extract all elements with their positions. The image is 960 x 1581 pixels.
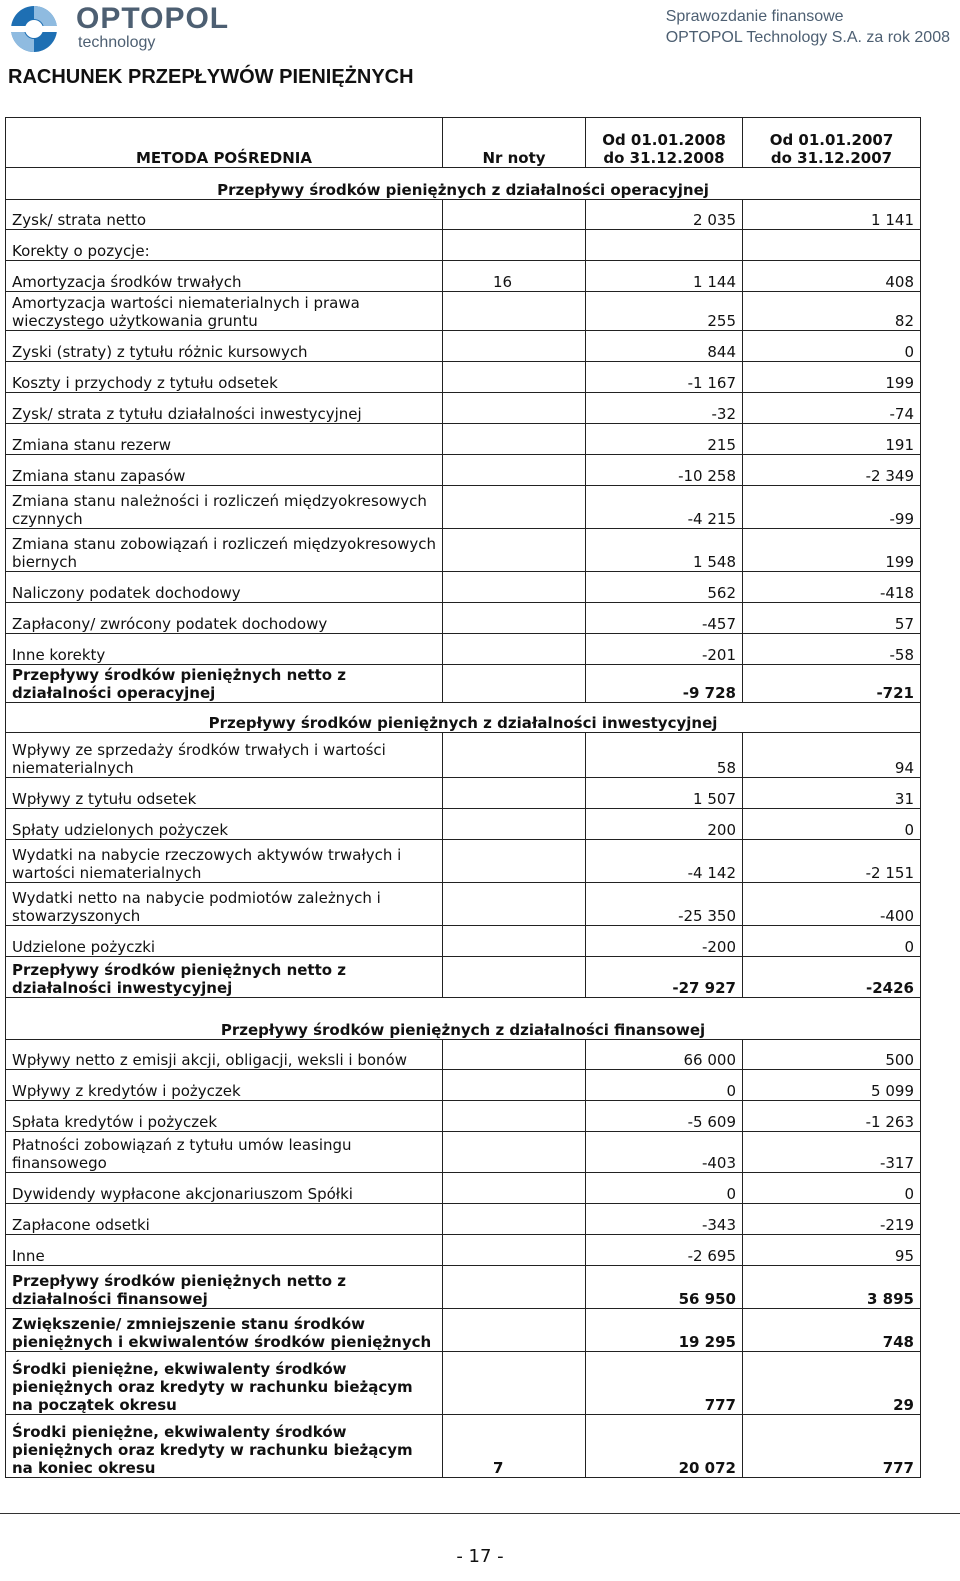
row-label: Koszty i przychody z tytułu odsetek <box>6 362 443 393</box>
row-note <box>443 529 586 572</box>
row-value-2007: 29 <box>743 1352 921 1415</box>
row-label: Udzielone pożyczki <box>6 926 443 957</box>
table-row <box>6 926 921 957</box>
optopol-logo-icon <box>8 4 64 54</box>
row-value-2007: 94 <box>743 733 921 778</box>
row-value-2008: 1 548 <box>586 529 743 572</box>
row-value-2008: -201 <box>586 634 743 665</box>
table-row <box>6 840 921 883</box>
table-row <box>6 603 921 634</box>
row-value-2007: 500 <box>743 1040 921 1070</box>
row-label: Zyski (straty) z tytułu różnic kursowych <box>6 331 443 362</box>
table-row <box>6 1101 921 1132</box>
section-header-investing <box>6 703 921 733</box>
row-value-2008: 255 <box>586 292 743 331</box>
section-header-operating <box>6 168 921 200</box>
row-value-2008: -457 <box>586 603 743 634</box>
period-2008-from: Od 01.01.2008 <box>602 131 726 149</box>
row-label: Zapłacony/ zwrócony podatek dochodowy <box>6 603 443 634</box>
table-row <box>6 230 921 261</box>
row-label: Dywidendy wypłacone akcjonariuszom Spółki <box>6 1173 443 1204</box>
row-value-2008: -27 927 <box>586 957 743 998</box>
row-value-2008: -2 695 <box>586 1235 743 1266</box>
row-value-2008: -1 167 <box>586 362 743 393</box>
row-note <box>443 840 586 883</box>
page-title: RACHUNEK PRZEPŁYWÓW PIENIĘŻNYCH <box>8 66 414 88</box>
method-header: METODA POŚREDNIA <box>6 118 443 168</box>
row-value-2007: -74 <box>743 393 921 424</box>
row-label: Korekty o pozycje: <box>6 230 443 261</box>
row-value-2007: 0 <box>743 809 921 840</box>
row-note <box>443 1204 586 1235</box>
row-value-2008: 58 <box>586 733 743 778</box>
table-row <box>6 1235 921 1266</box>
row-value-2007: 1 141 <box>743 200 921 230</box>
table-row <box>6 733 921 778</box>
row-note <box>443 455 586 486</box>
row-label: Zysk/ strata netto <box>6 200 443 230</box>
table-row <box>6 883 921 926</box>
row-label: Zwiększenie/ zmniejszenie stanu środków pieniężnych i ekwiwalentów środków pieniężnych <box>6 1309 443 1352</box>
period-2008-header <box>586 118 743 168</box>
row-note <box>443 603 586 634</box>
row-note: 7 <box>443 1415 586 1478</box>
row-value-2008: -343 <box>586 1204 743 1235</box>
row-note <box>443 1040 586 1070</box>
section-title: Przepływy środków pieniężnych z działalności inwestycyjnej <box>6 703 921 733</box>
row-value-2008: -4 142 <box>586 840 743 883</box>
row-label: Inne korekty <box>6 634 443 665</box>
row-note <box>443 883 586 926</box>
row-note <box>443 362 586 393</box>
row-label: Przepływy środków pieniężnych netto z działalności operacyjnej <box>6 665 443 703</box>
row-value-2008: -403 <box>586 1132 743 1173</box>
table-row <box>6 1352 921 1415</box>
row-value-2008: 200 <box>586 809 743 840</box>
row-value-2008: 0 <box>586 1173 743 1204</box>
row-value-2008: -200 <box>586 926 743 957</box>
row-note <box>443 424 586 455</box>
row-note <box>443 733 586 778</box>
row-note <box>443 778 586 809</box>
row-label: Inne <box>6 1235 443 1266</box>
row-value-2008: -25 350 <box>586 883 743 926</box>
row-note <box>443 1235 586 1266</box>
row-label: Zysk/ strata z tytułu działalności inwestycyjnej <box>6 393 443 424</box>
row-label: Zmiana stanu rezerw <box>6 424 443 455</box>
company-logo <box>8 4 248 54</box>
row-label: Przepływy środków pieniężnych netto z działalności finansowej <box>6 1266 443 1309</box>
row-note <box>443 1352 586 1415</box>
section-header-financing <box>6 998 921 1040</box>
row-value-2008: -10 258 <box>586 455 743 486</box>
row-label: Spłata kredytów i pożyczek <box>6 1101 443 1132</box>
table-row <box>6 486 921 529</box>
row-label: Wydatki netto na nabycie podmiotów zależnych i stowarzyszonych <box>6 883 443 926</box>
row-value-2007: 408 <box>743 261 921 292</box>
row-value-2008: -5 609 <box>586 1101 743 1132</box>
row-value-2008: 777 <box>586 1352 743 1415</box>
row-value-2007: 748 <box>743 1309 921 1352</box>
row-value-2007: 31 <box>743 778 921 809</box>
note-header: Nr noty <box>443 118 586 168</box>
row-value-2008: 1 507 <box>586 778 743 809</box>
row-note <box>443 926 586 957</box>
table-row <box>6 393 921 424</box>
period-2008-to: do 31.12.2008 <box>603 149 725 167</box>
row-value-2008: -9 728 <box>586 665 743 703</box>
row-value-2007: -58 <box>743 634 921 665</box>
row-value-2007: 3 895 <box>743 1266 921 1309</box>
row-value-2007: 0 <box>743 1173 921 1204</box>
row-value-2008: 2 035 <box>586 200 743 230</box>
row-value-2007: -317 <box>743 1132 921 1173</box>
row-value-2007: 191 <box>743 424 921 455</box>
row-note <box>443 1070 586 1101</box>
row-label: Zmiana stanu należności i rozliczeń międzyokresowych czynnych <box>6 486 443 529</box>
row-label: Amortyzacja środków trwałych <box>6 261 443 292</box>
row-value-2008: -32 <box>586 393 743 424</box>
row-value-2008: 0 <box>586 1070 743 1101</box>
table-row <box>6 200 921 230</box>
table-row <box>6 331 921 362</box>
table-row <box>6 424 921 455</box>
row-value-2007: -418 <box>743 572 921 603</box>
row-value-2007: -2426 <box>743 957 921 998</box>
row-value-2007: 0 <box>743 926 921 957</box>
row-label: Wpływy z kredytów i pożyczek <box>6 1070 443 1101</box>
row-note <box>443 634 586 665</box>
row-note <box>443 292 586 331</box>
page-number: - 17 - <box>456 1546 504 1567</box>
row-value-2007: 95 <box>743 1235 921 1266</box>
row-note <box>443 809 586 840</box>
table-row <box>6 1173 921 1204</box>
table-row <box>6 572 921 603</box>
row-value-2007: -2 349 <box>743 455 921 486</box>
table-row <box>6 1070 921 1101</box>
row-value-2008: 66 000 <box>586 1040 743 1070</box>
section-title: Przepływy środków pieniężnych z działalności operacyjnej <box>6 168 921 200</box>
row-value-2008: 562 <box>586 572 743 603</box>
row-value-2007: -99 <box>743 486 921 529</box>
row-note <box>443 1173 586 1204</box>
row-value-2008 <box>586 230 743 261</box>
table-row <box>6 1309 921 1352</box>
row-value-2007: -721 <box>743 665 921 703</box>
table-row <box>6 809 921 840</box>
row-note <box>443 1132 586 1173</box>
table-row <box>6 362 921 393</box>
row-value-2008: 19 295 <box>586 1309 743 1352</box>
table-row <box>6 1132 921 1173</box>
row-note <box>443 200 586 230</box>
row-value-2008: 1 144 <box>586 261 743 292</box>
cash-flow-table <box>5 117 921 1478</box>
row-label: Wpływy netto z emisji akcji, obligacji, weksli i bonów <box>6 1040 443 1070</box>
row-label: Wydatki na nabycie rzeczowych aktywów trwałych i wartości niematerialnych <box>6 840 443 883</box>
row-note <box>443 331 586 362</box>
row-value-2007: 5 099 <box>743 1070 921 1101</box>
period-2007-header <box>743 118 921 168</box>
table-row <box>6 778 921 809</box>
row-label: Amortyzacja wartości niematerialnych i prawa wieczystego użytkowania gruntu <box>6 292 443 331</box>
row-value-2008: 844 <box>586 331 743 362</box>
row-value-2007: 777 <box>743 1415 921 1478</box>
row-label: Wpływy z tytułu odsetek <box>6 778 443 809</box>
footer-divider <box>0 1513 960 1514</box>
logo-name: OPTOPOL <box>76 2 230 35</box>
report-line-2: OPTOPOL Technology S.A. za rok 2008 <box>665 29 950 46</box>
report-header <box>666 6 950 48</box>
report-line-1: Sprawozdanie finansowe <box>665 8 844 25</box>
table-row <box>6 1204 921 1235</box>
table-row <box>6 529 921 572</box>
table-row <box>6 1040 921 1070</box>
table-row <box>6 665 921 703</box>
row-value-2007: 82 <box>743 292 921 331</box>
row-value-2008: -4 215 <box>586 486 743 529</box>
section-title: Przepływy środków pieniężnych z działalności finansowej <box>6 998 921 1040</box>
row-note <box>443 572 586 603</box>
row-value-2007: -400 <box>743 883 921 926</box>
row-note <box>443 665 586 703</box>
table-row <box>6 634 921 665</box>
table-row <box>6 1266 921 1309</box>
table-row <box>6 292 921 331</box>
row-label: Zmiana stanu zapasów <box>6 455 443 486</box>
row-label: Środki pieniężne, ekwiwalenty środków pieniężnych oraz kredyty w rachunku bieżącym na początek okresu <box>6 1352 443 1415</box>
row-note <box>443 1309 586 1352</box>
row-value-2008: 56 950 <box>586 1266 743 1309</box>
row-value-2007 <box>743 230 921 261</box>
row-label: Środki pieniężne, ekwiwalenty środków pieniężnych oraz kredyty w rachunku bieżącym na koniec okresu <box>6 1415 443 1478</box>
row-label: Zmiana stanu zobowiązań i rozliczeń międzyokresowych biernych <box>6 529 443 572</box>
table-row <box>6 1415 921 1478</box>
period-2007-to: do 31.12.2007 <box>770 149 893 167</box>
row-value-2007: 0 <box>743 331 921 362</box>
row-label: Zapłacone odsetki <box>6 1204 443 1235</box>
row-label: Przepływy środków pieniężnych netto z działalności inwestycyjnej <box>6 957 443 998</box>
row-value-2007: -219 <box>743 1204 921 1235</box>
row-value-2007: 199 <box>743 362 921 393</box>
logo-subtitle: technology <box>78 34 156 51</box>
row-note <box>443 393 586 424</box>
table-row <box>6 261 921 292</box>
row-value-2007: -2 151 <box>743 840 921 883</box>
row-value-2008: 215 <box>586 424 743 455</box>
row-note: 16 <box>443 261 586 292</box>
row-label: Wpływy ze sprzedaży środków trwałych i wartości niematerialnych <box>6 733 443 778</box>
table-row <box>6 455 921 486</box>
row-note <box>443 957 586 998</box>
table-header-row <box>6 118 921 168</box>
table-row <box>6 957 921 998</box>
period-2007-from: Od 01.01.2007 <box>769 131 894 149</box>
row-label: Płatności zobowiązań z tytułu umów leasingu finansowego <box>6 1132 443 1173</box>
row-value-2007: 199 <box>743 529 921 572</box>
row-value-2008: 20 072 <box>586 1415 743 1478</box>
row-label: Naliczony podatek dochodowy <box>6 572 443 603</box>
row-note <box>443 1101 586 1132</box>
row-note <box>443 486 586 529</box>
row-note <box>443 1266 586 1309</box>
row-label: Spłaty udzielonych pożyczek <box>6 809 443 840</box>
row-value-2007: 57 <box>743 603 921 634</box>
row-value-2007: -1 263 <box>743 1101 921 1132</box>
row-note <box>443 230 586 261</box>
